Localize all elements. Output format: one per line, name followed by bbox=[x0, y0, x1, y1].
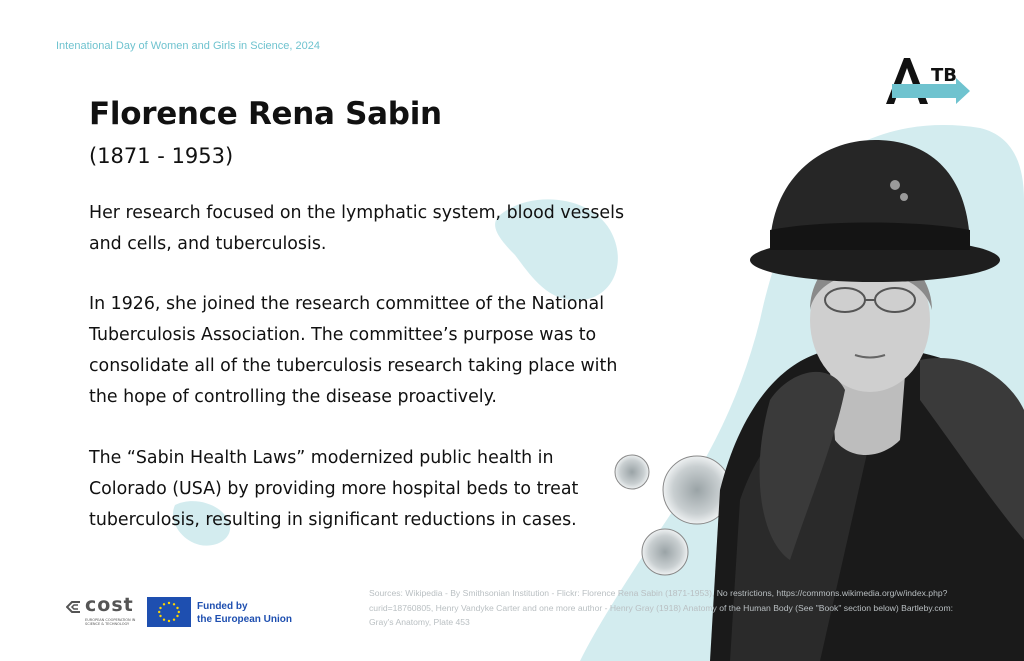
atb-logo-icon bbox=[884, 58, 974, 106]
cost-logo bbox=[66, 594, 138, 628]
cost-subtitle: EUROPEAN COOPERATION IN SCIENCE & TECHNOLOGY bbox=[85, 618, 136, 626]
logo-text: TB bbox=[931, 65, 957, 86]
eu-line-2: the European Union bbox=[197, 614, 292, 625]
cell-small bbox=[615, 455, 649, 489]
page-title: Florence Rena Sabin bbox=[89, 96, 442, 132]
cost-mark-icon bbox=[66, 600, 82, 614]
sources-text: Sources: Wikipedia - By Smithsonian Institution - Flickr: Florence Rena Sabin (1871-1953), No restrictions, https://commons.wikimedia.org/w/index.php?curid=18760805, Henry Vandyke Carter and one more author - Henry Gray (1918) Anatomy of the Human Body (See "Book" section below) Bartleby.com: Gray's Anatomy, Plate 453 bbox=[369, 588, 954, 627]
life-years: (1871 - 1953) bbox=[89, 144, 234, 168]
paragraph-research: Her research focused on the lymphatic system, blood vessels and cells, and tuberculosis. bbox=[89, 203, 625, 254]
paragraph-health-laws: The “Sabin Health Laws” modernized public health in Colorado (USA) by providing more hospital beds to treat tuberculosis, resulting in significant reductions in cases. bbox=[89, 448, 579, 530]
event-line: Intenational Day of Women and Girls in Science, 2024 bbox=[56, 40, 320, 52]
portrait-photo bbox=[670, 140, 1024, 661]
cost-word: cost bbox=[85, 594, 134, 616]
eu-flag-icon bbox=[147, 597, 191, 627]
eu-funding-text bbox=[197, 600, 292, 626]
paragraph-committee: In 1926, she joined the research committee of the National Tuberculosis Association. The committee’s purpose was to consolidate all of the tuberculosis research taking place with the hope of controlling the disease proactively. bbox=[89, 294, 618, 407]
eu-line-1: Funded by bbox=[197, 601, 248, 612]
